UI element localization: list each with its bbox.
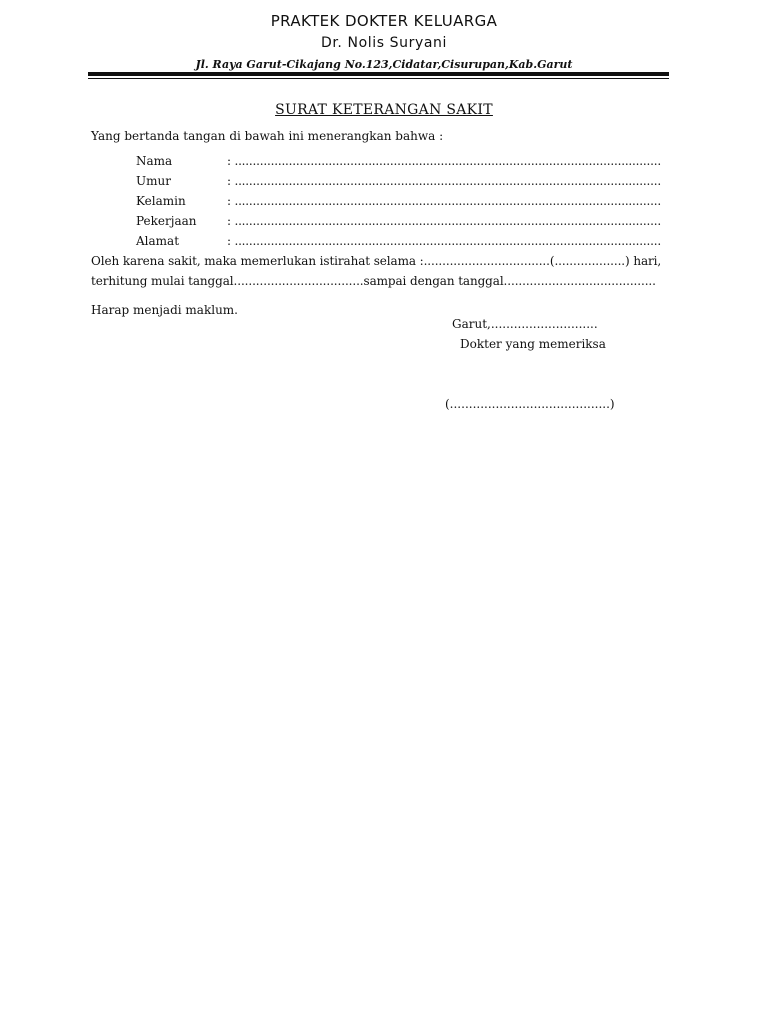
clinic-address: Jl. Raya Garut-Cikajang No.123,Cidatar,Cisurupan,Kab.Garut bbox=[195, 58, 573, 71]
signer-role: Dokter yang memeriksa bbox=[460, 337, 606, 351]
field-label-nama: Nama bbox=[136, 154, 173, 168]
field-value-kelamin: : ...................................................................................................................... bbox=[227, 194, 661, 208]
date-range-line: terhitung mulai tanggal...................................sampai dengan tanggal......................................... bbox=[91, 274, 656, 288]
field-value-pekerjaan: : ...................................................................................................................... bbox=[227, 214, 661, 228]
signature-placeholder: (..........................................) bbox=[445, 397, 615, 411]
field-label-pekerjaan: Pekerjaan bbox=[136, 214, 197, 228]
doctor-name: Dr. Nolis Suryani bbox=[320, 35, 448, 51]
intro-text: Yang bertanda tangan di bawah ini menerangkan bahwa : bbox=[91, 129, 444, 143]
place-date: Garut,............................ bbox=[452, 317, 598, 331]
field-label-alamat: Alamat bbox=[136, 234, 180, 248]
field-label-kelamin: Kelamin bbox=[136, 194, 186, 208]
header-divider-thin bbox=[88, 78, 669, 79]
clinic-name: PRAKTEK DOKTER KELUARGA bbox=[270, 12, 498, 30]
field-value-nama: : ...................................................................................................................... bbox=[227, 154, 661, 168]
field-label-umur: Umur bbox=[136, 174, 171, 188]
header-divider-thick bbox=[88, 72, 669, 76]
sick-leave-line: Oleh karena sakit, maka memerlukan istirahat selama :..................................(...................) hari, bbox=[91, 254, 662, 268]
field-value-umur: : ...................................................................................................................... bbox=[227, 174, 661, 188]
document-title: SURAT KETERANGAN SAKIT bbox=[275, 102, 493, 118]
closing-text: Harap menjadi maklum. bbox=[91, 303, 238, 317]
field-value-alamat: : ...................................................................................................................... bbox=[227, 234, 661, 248]
